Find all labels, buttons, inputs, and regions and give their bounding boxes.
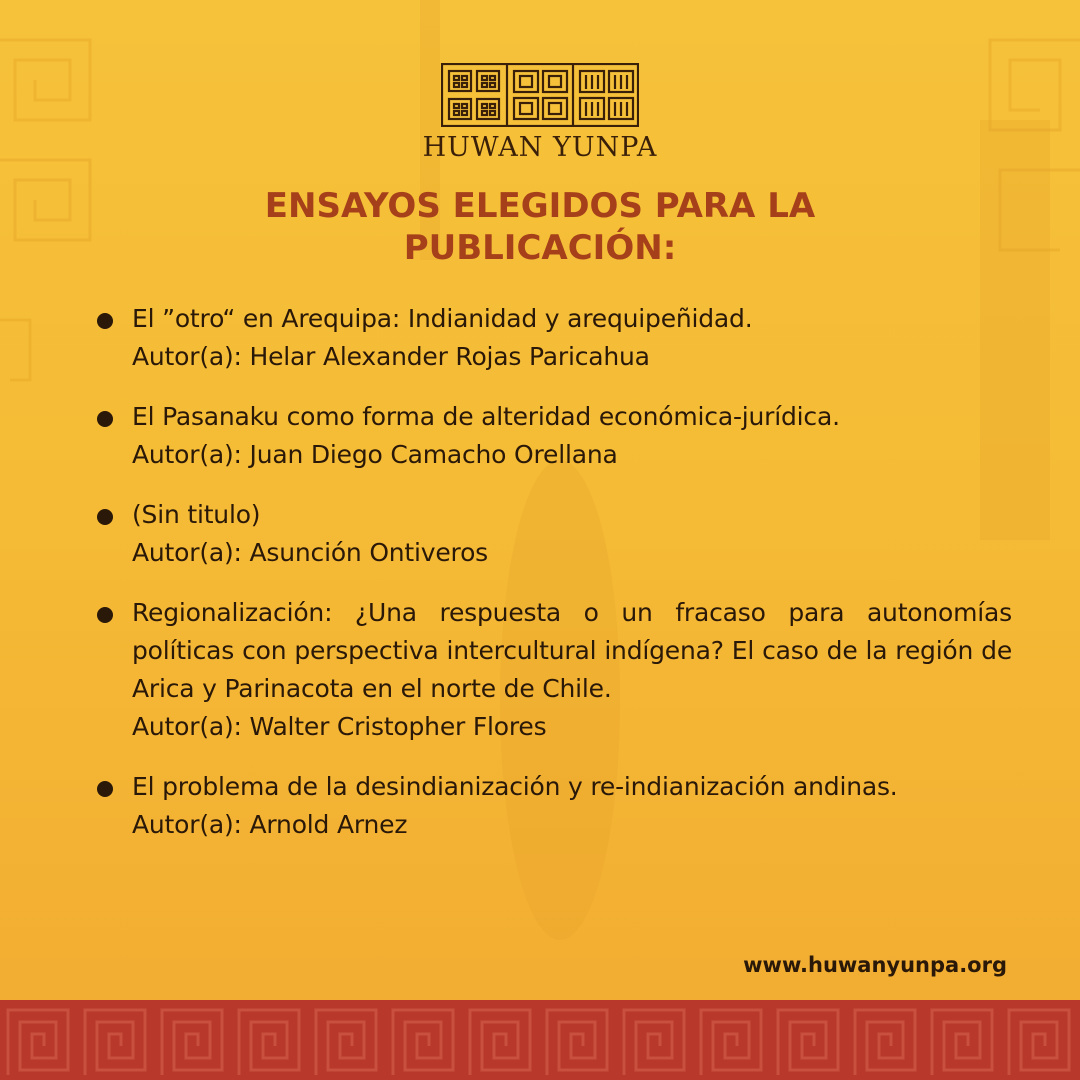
essay-title: El ”otro“ en Arequipa: Indianidad y arequipeñidad. <box>132 304 753 333</box>
headline-line-1: ENSAYOS ELEGIDOS PARA LA <box>264 186 816 226</box>
essay-author: Autor(a): Arnold Arnez <box>132 810 408 839</box>
essay-title: El Pasanaku como forma de alteridad económica-jurídica. <box>132 402 840 431</box>
huwan-yunpa-logo <box>441 63 639 127</box>
essay-item <box>92 300 1012 376</box>
bullet-icon <box>97 781 113 797</box>
website-link[interactable]: www.huwanyunpa.org <box>743 953 1007 977</box>
bullet-icon <box>97 411 113 427</box>
essay-author: Autor(a): Walter Cristopher Flores <box>132 712 547 741</box>
essay-item <box>92 594 1012 746</box>
essay-list <box>92 300 1012 866</box>
essay-item <box>92 768 1012 844</box>
essay-title: Regionalización: ¿Una respuesta o un fracaso para autonomías políticas con perspectiva intercultural indígena? El caso de la región de Arica y Parinacota en el norte de Chile. <box>132 598 1012 703</box>
headline-line-2: PUBLICACIÓN: <box>403 228 677 268</box>
essay-author: Autor(a): Asunción Ontiveros <box>132 538 489 567</box>
footer-decorative-band <box>0 1000 1080 1080</box>
essay-author: Autor(a): Juan Diego Camacho Orellana <box>132 440 618 469</box>
bullet-icon <box>97 313 113 329</box>
essay-author: Autor(a): Helar Alexander Rojas Paricahua <box>132 342 650 371</box>
essay-title: El problema de la desindianización y re-indianización andinas. <box>132 772 898 801</box>
essay-item <box>92 496 1012 572</box>
essay-item <box>92 398 1012 474</box>
headline <box>0 185 1080 269</box>
essay-title: (Sin titulo) <box>132 500 261 529</box>
bullet-icon <box>97 607 113 623</box>
bullet-icon <box>97 509 113 525</box>
brand-name: HUWAN YUNPA <box>422 132 658 163</box>
